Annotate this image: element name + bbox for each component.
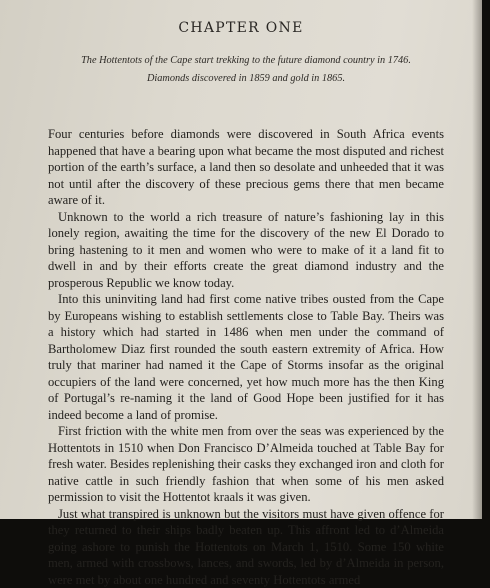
paragraph-4: First friction with the white men from over the seas was experienced by the Hottentots in 1510 when Don Francisco D’Almeida touched at Table Bay for fresh water. Besides replenishing their casks they exchanged iron and cloth for native cattle in such friendly fashion that when some of his men asked permission to visit the Hottentot kraals it was given.: [48, 423, 444, 506]
paragraph-5: Just what transpired is unknown but the visitors must have given offence for they returned to their ships badly beaten up. This affront led to d’Almeida going ashore to punish the Hottentots on March 1, 1510. Some 150 white men, armed with crossbows, lances, and swords, led by d’Almeida in person, were met by about one hundred and seventy Hottentots armed: [48, 506, 444, 588]
paragraph-3: Into this uninviting land had first come native tribes ousted from the Cape by Europeans wishing to establish settlements close to Table Bay. Theirs was a history which had started in 1486 when men under the command of Bartholomew Diaz first rounded the south eastern extremity of Africa. How truly that mariner had named it the Cape of Storms insofar as the original occupiers of the land were concerned, yet how much more has the then King of Portugal’s re-naming it the land of Good Hope been justified for it has indeed become a land of promise.: [48, 291, 444, 423]
epigraph-line-2: Diamonds discovered in 1859 and gold in 1865.: [70, 70, 422, 88]
page-edge-shadow: [472, 0, 482, 519]
paragraph-2: Unknown to the world a rich treasure of nature’s fashioning lay in this lonely region, awaiting the time for the discovery of the new El Dorado to bring hastening to it men and women who were to make of it a land fit to dwell in and by their efforts create the great diamond industry and the prosperous Republic we know today.: [48, 209, 444, 292]
paragraph-1: Four centuries before diamonds were discovered in South Africa events happened that have a bearing upon what became the most disputed and richest portion of the earth’s surface, a land then so desolate and unheeded that it was not until after the discovery of these precious gems there that men became aware of it.: [48, 126, 444, 209]
chapter-body: [48, 126, 444, 588]
chapter-title: CHAPTER ONE: [0, 20, 482, 36]
epigraph-line-1: The Hottentots of the Cape start trekking to the future diamond country in 1746.: [70, 52, 422, 70]
chapter-epigraph: [70, 52, 422, 87]
